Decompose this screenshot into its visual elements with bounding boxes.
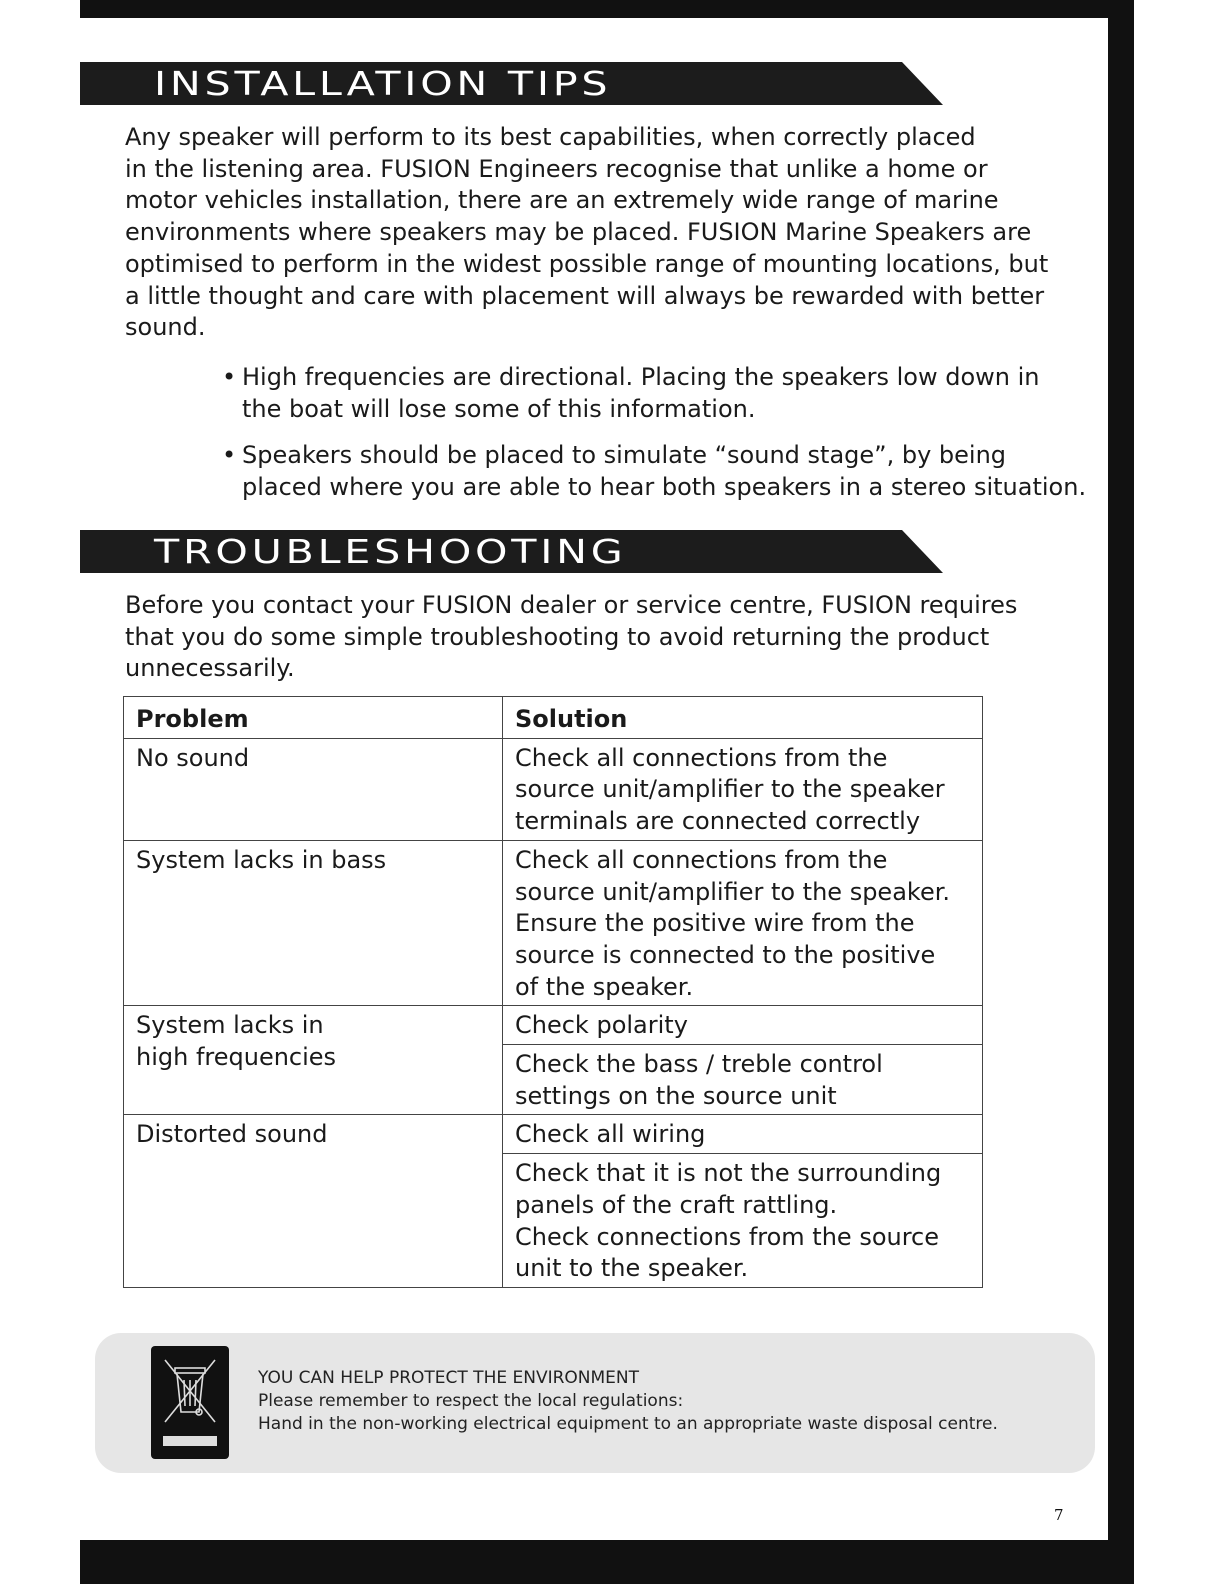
page-frame-bottom <box>80 1540 1134 1584</box>
bullet-item: • High frequencies are directional. Placing the speakers low down in the boat will lose some of this information. <box>222 363 1040 423</box>
troubleshooting-table <box>123 696 983 1288</box>
environment-line: Hand in the non-working electrical equipment to an appropriate waste disposal centre. <box>258 1414 998 1434</box>
intro-line: in the listening area. FUSION Engineers recognise that unlike a home or <box>125 154 988 183</box>
table-row <box>124 840 983 1006</box>
problem-cell: System lacks in high frequencies <box>124 1006 503 1115</box>
solution-cell: Check the bass / treble control settings on the source unit <box>503 1045 983 1115</box>
solution-cell: Check all wiring <box>503 1115 983 1154</box>
intro-line: motor vehicles installation, there are an extremely wide range of marine <box>125 186 999 215</box>
page-frame-top <box>80 0 1134 18</box>
intro-line: that you do some simple troubleshooting to avoid returning the product <box>125 622 990 651</box>
table-row <box>124 1115 983 1154</box>
troubleshooting-banner <box>80 530 945 573</box>
installation-tips-heading: INSTALLATION TIPS <box>154 64 612 103</box>
intro-line: environments where speakers may be placed. FUSION Marine Speakers are <box>125 218 1032 247</box>
environment-text <box>258 1367 998 1436</box>
intro-line: a little thought and care with placement will always be rewarded with better <box>125 281 1045 310</box>
header-solution: Solution <box>503 697 983 739</box>
problem-cell: Distorted sound <box>124 1115 503 1288</box>
page-corner-top-right <box>1060 18 1108 66</box>
troubleshooting-intro <box>125 590 1085 685</box>
solution-cell: Check polarity <box>503 1006 983 1045</box>
bullet-item: • Speakers should be placed to simulate “sound stage”, by being placed where you are able to hear both speakers in a stereo situation. <box>222 441 1087 502</box>
installation-bullet-list <box>222 362 1092 519</box>
intro-line: optimised to perform in the widest possible range of mounting locations, but <box>125 249 1049 278</box>
intro-line: Any speaker will perform to its best capabilities, when correctly placed <box>125 123 976 151</box>
table-row <box>124 738 983 840</box>
troubleshooting-heading: TROUBLESHOOTING <box>154 532 627 571</box>
crossed-out-bin-icon <box>151 1346 229 1459</box>
intro-line: unnecessarily. <box>125 654 295 683</box>
environment-line: Please remember to respect the local regulations: <box>258 1391 684 1411</box>
page-frame-right <box>1108 0 1134 1584</box>
environment-title: YOU CAN HELP PROTECT THE ENVIRONMENT <box>258 1368 640 1388</box>
page-number: 7 <box>1054 1506 1064 1524</box>
solution-cell: Check all connections from the source unit/amplifier to the speaker terminals are connected correctly <box>503 738 983 840</box>
installation-intro <box>125 122 1085 344</box>
table-row <box>124 1006 983 1045</box>
page-corner-bottom-right <box>1060 1492 1108 1540</box>
wheelie-bin-icon <box>151 1346 229 1459</box>
installation-tips-banner <box>80 62 945 105</box>
bullet-dot-icon: • <box>222 441 237 470</box>
bullet-dot-icon: • <box>222 363 237 391</box>
header-problem: Problem <box>124 697 503 739</box>
intro-line: Before you contact your FUSION dealer or service centre, FUSION requires <box>125 591 1018 619</box>
table-header-row <box>124 697 983 739</box>
problem-cell: No sound <box>124 738 503 840</box>
solution-cell: Check all connections from the source unit/amplifier to the speaker. Ensure the positive wire from the source is connected to the positive of the speaker. <box>503 840 983 1006</box>
solution-cell: Check that it is not the surrounding panels of the craft rattling. Check connections from the source unit to the speaker. <box>503 1154 983 1288</box>
intro-line: sound. <box>125 313 206 342</box>
problem-cell: System lacks in bass <box>124 840 503 1006</box>
